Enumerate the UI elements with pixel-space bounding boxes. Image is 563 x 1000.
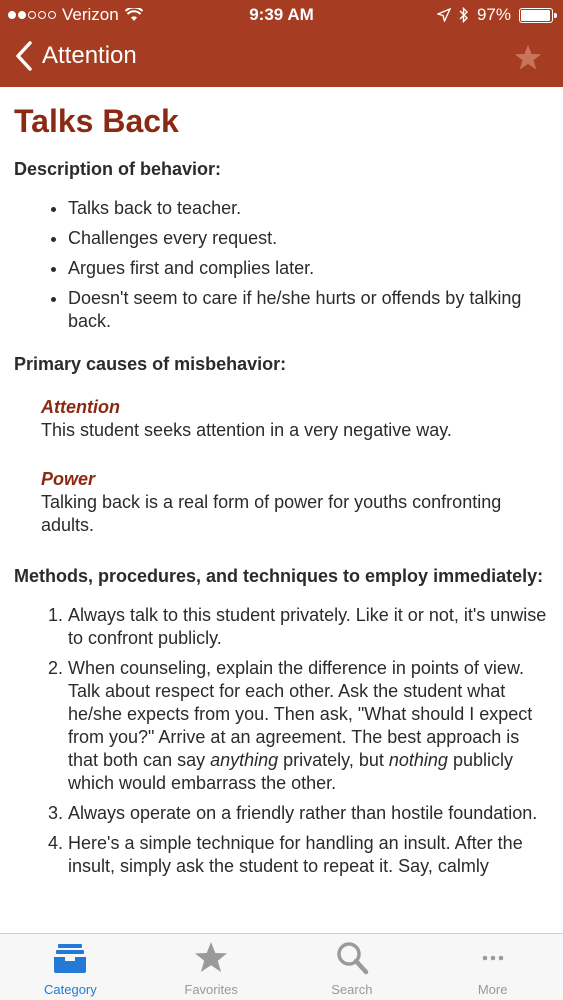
- list-item: • Talks back to teacher.: [68, 197, 549, 220]
- navigation-bar: [0, 30, 563, 87]
- tab-bar: [0, 933, 563, 1000]
- cause-name: Attention: [41, 397, 120, 417]
- status-time: 9:39 AM: [249, 5, 314, 24]
- tab-label: Search: [331, 982, 373, 997]
- description-list: [14, 197, 549, 333]
- list-item: • Doesn't seem to care if he/she hurts or offends by talking back.: [68, 287, 549, 333]
- tab-label: More: [477, 982, 508, 997]
- back-button-label: Attention: [42, 42, 137, 69]
- chevron-left-icon: [14, 40, 34, 72]
- cause-text: This student seeks attention in a very negative way.: [41, 420, 452, 440]
- list-item: • Challenges every request.: [68, 227, 549, 250]
- location-icon: [437, 8, 451, 22]
- methods-heading: Methods, procedures, and techniques to employ immediately:: [14, 566, 544, 586]
- list-item: • Argues first and complies later.: [68, 257, 549, 280]
- carrier-label: Verizon: [62, 5, 119, 24]
- tab-search[interactable]: [282, 934, 423, 1000]
- tray-icon: [52, 940, 88, 976]
- battery-percent: 97%: [476, 5, 511, 24]
- method-item: 3. Always operate on a friendly rather than hostile foundation.: [68, 802, 549, 825]
- tab-favorites[interactable]: [141, 934, 282, 1000]
- favorite-star-button[interactable]: [513, 43, 543, 73]
- description-heading: Description of behavior:: [14, 159, 222, 179]
- tab-category[interactable]: [0, 934, 141, 1000]
- tab-more[interactable]: [422, 934, 563, 1000]
- emphasis-text: nothing: [388, 750, 448, 770]
- cause-name: Power: [41, 469, 96, 489]
- more-icon: [475, 940, 511, 976]
- star-icon: [193, 940, 229, 976]
- tab-label: Favorites: [184, 982, 238, 997]
- methods-list: [14, 604, 549, 878]
- method-text: privately, but: [278, 750, 389, 770]
- bluetooth-icon: [459, 7, 469, 23]
- battery-icon: [519, 8, 553, 23]
- tab-label: Category: [44, 982, 97, 997]
- search-icon: [334, 940, 370, 976]
- article-content[interactable]: [0, 87, 563, 933]
- method-item: [68, 657, 549, 795]
- method-text: publicly which would embarrass the other.: [68, 750, 513, 793]
- method-item: 1. Always talk to this student privately. Like it or not, it's unwise to confront publicly.: [68, 604, 549, 650]
- method-item: 4. Here's a simple technique for handling an insult. After the insult, simply ask the student to repeat it. Say, calmly: [68, 832, 549, 878]
- emphasis-text: anything: [210, 750, 279, 770]
- method-text: When counseling, explain the difference in points of view. Talk about respect for each other. Ask the student what he/she expects from you. Then ask, "What should I expect from you?" Arrive at an agreement. The best approach is that both can say: [68, 658, 533, 770]
- back-button[interactable]: [14, 40, 137, 72]
- page-title: Talks Back: [14, 103, 179, 139]
- cause-power: [41, 468, 549, 537]
- cause-attention: [41, 396, 549, 442]
- causes-heading: Primary causes of misbehavior:: [14, 354, 287, 374]
- cause-text: Talking back is a real form of power for youths confronting adults.: [41, 492, 502, 535]
- status-bar: [0, 0, 563, 30]
